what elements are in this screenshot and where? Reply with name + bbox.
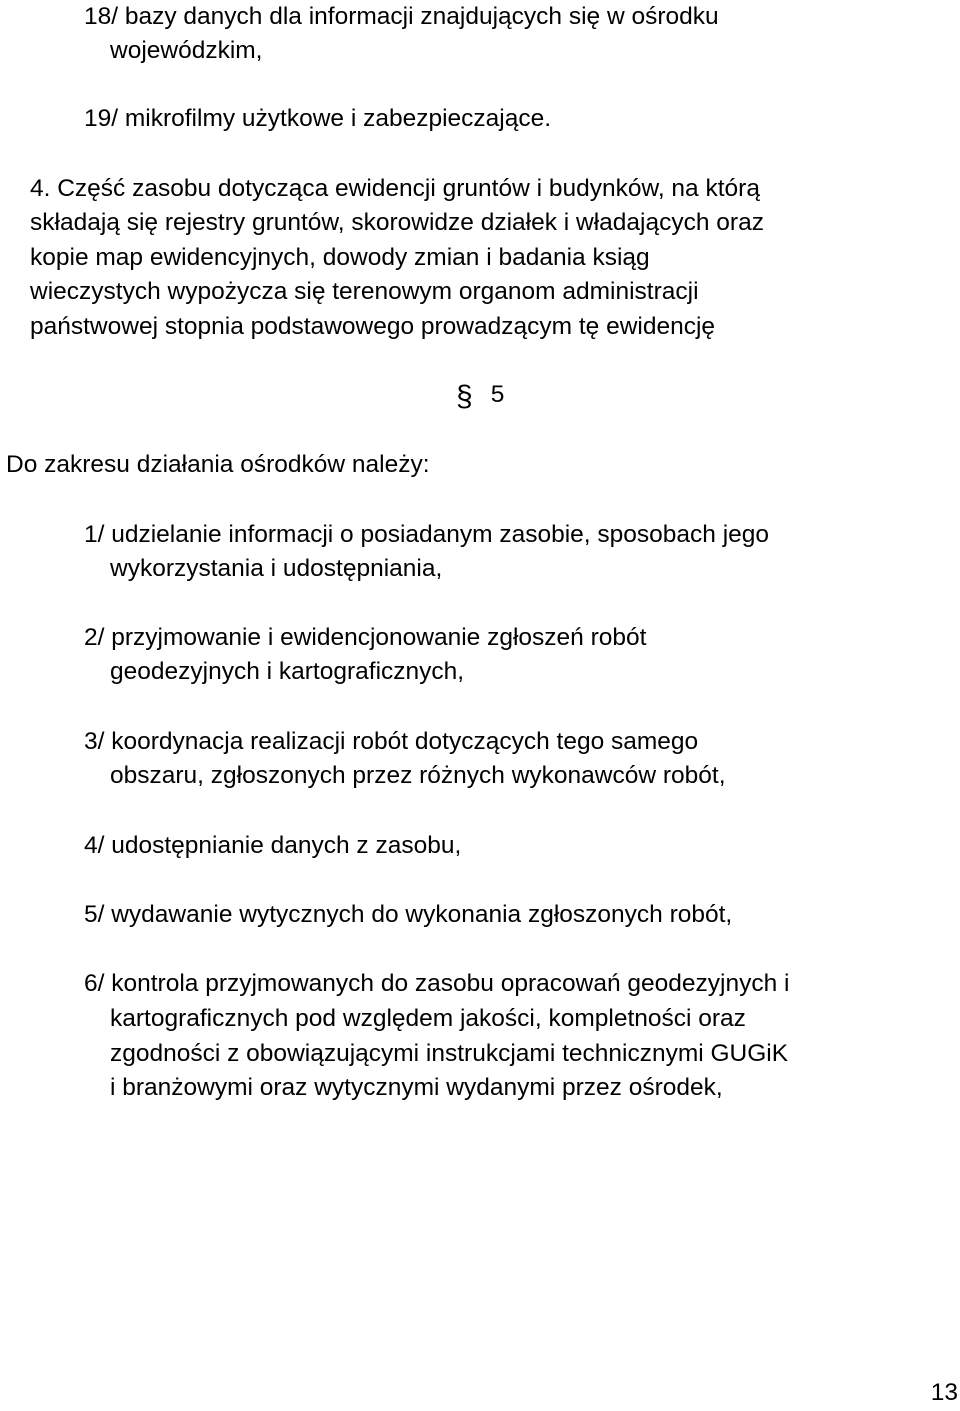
section-number: 5 bbox=[490, 381, 505, 408]
duty-2-line-2: geodezyjnych i kartograficznych, bbox=[110, 658, 465, 685]
section-intro: Do zakresu działania ośrodków należy: bbox=[6, 451, 430, 478]
page-number: 13 bbox=[930, 1379, 958, 1406]
paragraph-4-line-3: kopie map ewidencyjnych, dowody zmian i badania ksiąg bbox=[30, 244, 650, 271]
paragraph-4-line-5: państwowej stopnia podstawowego prowadzącym tę ewidencję bbox=[30, 313, 716, 340]
list-item-18-line-2: wojewódzkim, bbox=[110, 37, 263, 64]
duty-6-line-1: 6/ kontrola przyjmowanych do zasobu opracowań geodezyjnych i bbox=[84, 970, 790, 997]
paragraph-4-line-4: wieczystych wypożycza się terenowym organom administracji bbox=[30, 278, 699, 305]
duty-4: 4/ udostępnianie danych z zasobu, bbox=[84, 832, 462, 859]
duty-5: 5/ wydawanie wytycznych do wykonania zgłoszonych robót, bbox=[84, 901, 733, 928]
duty-3-line-1: 3/ koordynacja realizacji robót dotyczących tego samego bbox=[84, 728, 699, 755]
duty-2-line-1: 2/ przyjmowanie i ewidencjonowanie zgłoszeń robót bbox=[84, 624, 647, 651]
duty-6-line-3: zgodności z obowiązującymi instrukcjami technicznymi GUGiK bbox=[110, 1040, 789, 1067]
section-heading bbox=[456, 378, 504, 414]
duty-6-line-4: i branżowymi oraz wytycznymi wydanymi przez ośrodek, bbox=[110, 1074, 723, 1101]
list-item-18-line-1: 18/ bazy danych dla informacji znajdujących się w ośrodku bbox=[84, 3, 719, 30]
duty-6-line-2: kartograficznych pod względem jakości, kompletności oraz bbox=[110, 1005, 746, 1032]
paragraph-4-line-1: 4. Część zasobu dotycząca ewidencji gruntów i budynków, na którą bbox=[30, 175, 760, 202]
paragraph-4-line-2: składają się rejestry gruntów, skorowidze działek i władających oraz bbox=[30, 209, 764, 236]
duty-1-line-1: 1/ udzielanie informacji o posiadanym zasobie, sposobach jego bbox=[84, 521, 770, 548]
duty-1-line-2: wykorzystania i udostępniania, bbox=[110, 555, 443, 582]
list-item-19: 19/ mikrofilmy użytkowe i zabezpieczające. bbox=[84, 105, 552, 132]
section-symbol: § bbox=[456, 380, 473, 413]
duty-3-line-2: obszaru, zgłoszonych przez różnych wykonawców robót, bbox=[110, 762, 726, 789]
